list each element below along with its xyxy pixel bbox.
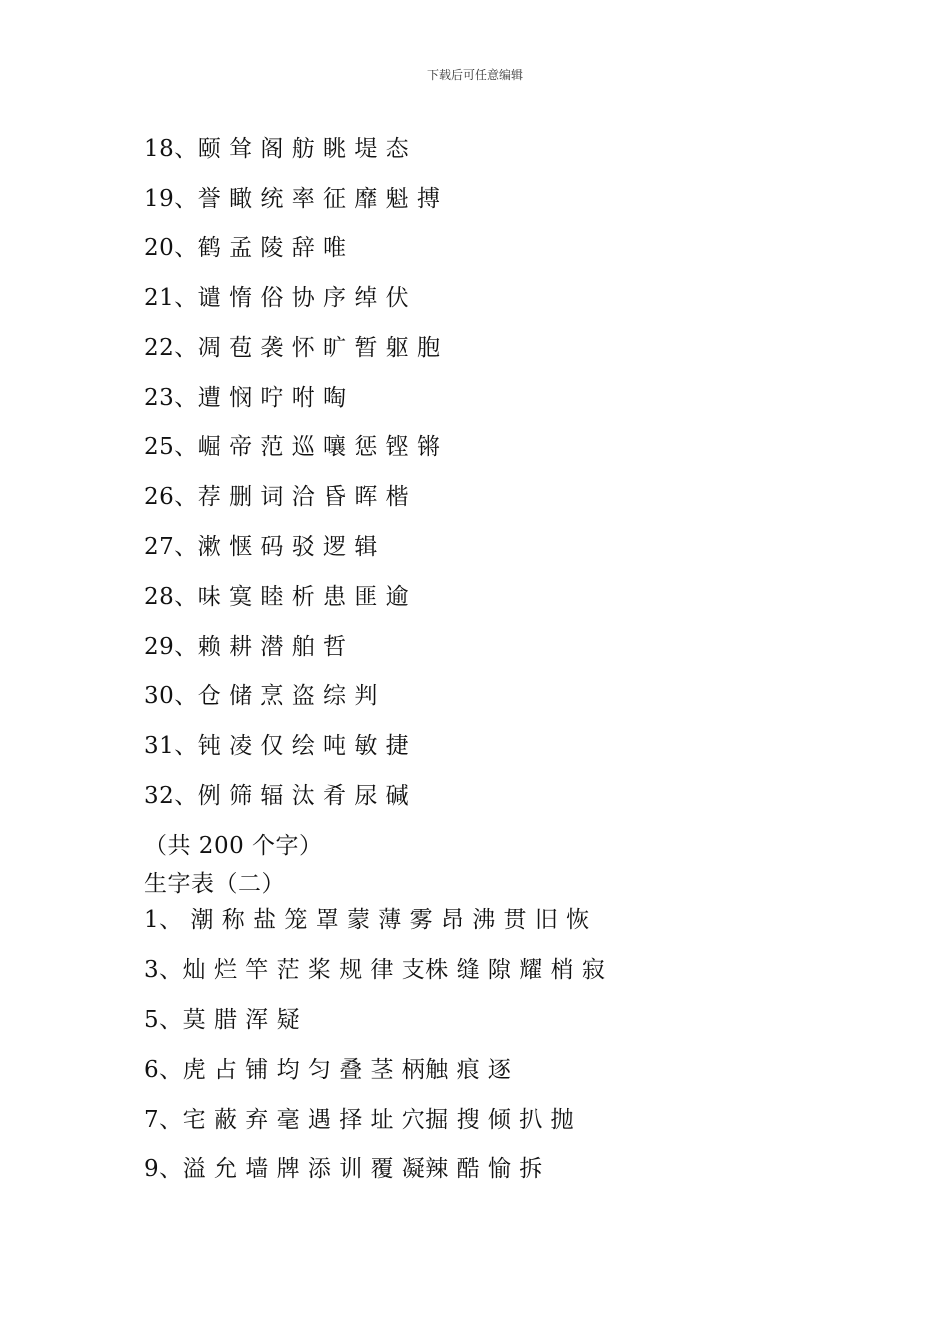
list-item: 19、誉 瞰 统 率 征 靡 魁 搏 [144,186,441,212]
list-item: 21、谴 惰 俗 协 序 绰 伏 [144,285,410,311]
list-item: 26、荐 删 词 洽 昏 晖 楷 [144,484,410,510]
section-heading: 生字表（二） [144,871,285,897]
list-item: 32、例 筛 辐 汰 肴 尿 碱 [144,783,410,809]
list-item: 27、漱 惬 码 驳 逻 辑 [144,534,378,560]
list-item: 7、宅 蔽 弃 毫 遇 择 址 穴掘 搜 倾 扒 抛 [144,1107,575,1133]
list-item: 1、 潮 称 盐 笼 罩 蒙 薄 雾 昂 沸 贯 旧 恢 [144,907,590,933]
list-item: 30、仓 储 烹 盗 综 判 [144,683,378,709]
list-item: 28、味 寞 睦 析 患 匪 逾 [144,584,410,610]
list-item: 18、颐 耸 阁 舫 眺 堤 态 [144,136,410,162]
list-item: 29、赖 耕 潜 舶 哲 [144,634,347,660]
list-item: 23、遭 悯 咛 咐 啕 [144,385,347,411]
list-item: 3、灿 烂 竿 茫 桨 规 律 支株 缝 隙 耀 梢 寂 [144,957,606,983]
list-item: 6、虎 占 铺 均 匀 叠 茎 柄触 痕 逐 [144,1057,512,1083]
list-item: 22、凋 苞 袭 怀 旷 暂 躯 胞 [144,335,441,361]
list-item: 5、莫 腊 浑 疑 [144,1007,301,1033]
list-item: 9、溢 允 墙 牌 添 训 覆 凝辣 酷 愉 拆 [144,1156,543,1182]
list-item: 31、钝 凌 仅 绘 吨 敏 捷 [144,733,410,759]
character-count-note: （共 200 个字） [144,833,323,859]
list-item: 25、崛 帝 范 巡 嚷 惩 铿 锵 [144,434,441,460]
page-header: 下载后可任意编辑 [426,68,523,82]
list-item: 20、鹤 孟 陵 辞 唯 [144,235,347,261]
